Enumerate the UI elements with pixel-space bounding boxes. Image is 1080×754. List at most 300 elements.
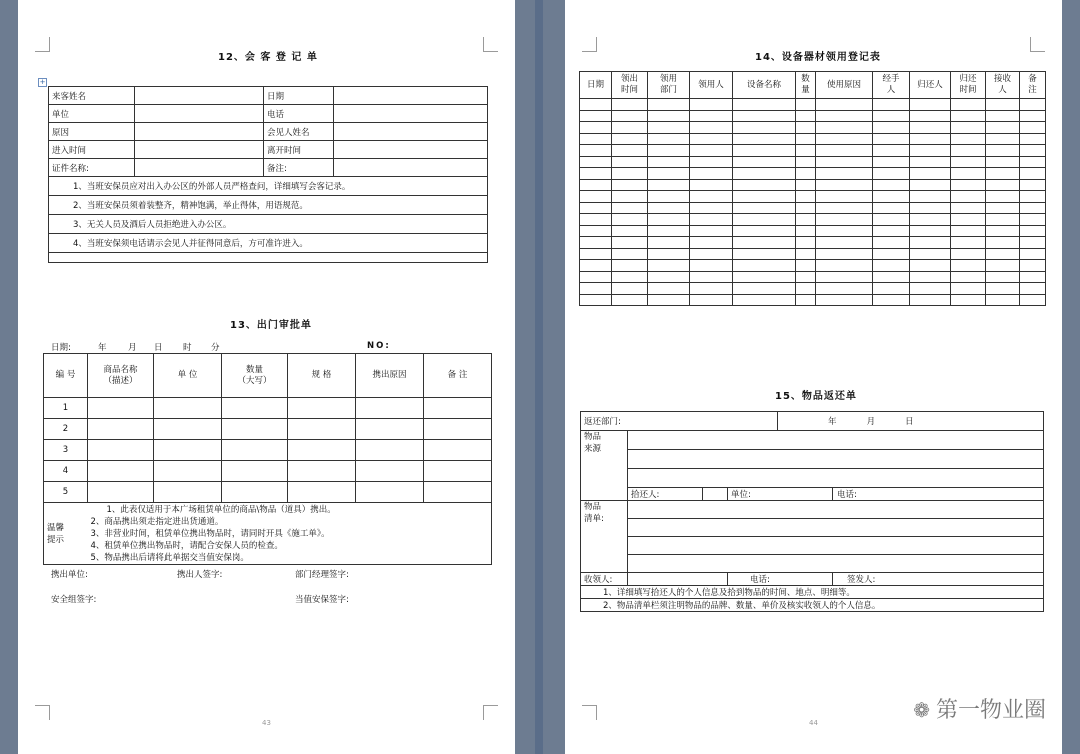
field-input[interactable] bbox=[580, 202, 612, 214]
field-input[interactable] bbox=[690, 179, 733, 191]
field-input[interactable] bbox=[986, 271, 1020, 283]
field-input[interactable] bbox=[1020, 225, 1046, 237]
field-input[interactable] bbox=[873, 122, 910, 134]
field-input[interactable] bbox=[135, 123, 264, 141]
field-input[interactable] bbox=[873, 168, 910, 180]
field-input[interactable] bbox=[356, 398, 424, 419]
field-input[interactable] bbox=[612, 191, 648, 203]
field-input[interactable] bbox=[796, 225, 816, 237]
field-input[interactable] bbox=[703, 488, 728, 501]
field-input[interactable] bbox=[222, 461, 288, 482]
field-input[interactable] bbox=[910, 294, 951, 306]
field-input[interactable] bbox=[873, 99, 910, 111]
field-input[interactable] bbox=[1020, 110, 1046, 122]
field-input[interactable] bbox=[910, 260, 951, 272]
exit-sign-carrier: 携出人签字: bbox=[177, 570, 223, 580]
field-input[interactable] bbox=[951, 133, 986, 145]
field-input[interactable] bbox=[628, 537, 1044, 555]
field-input[interactable] bbox=[986, 260, 1020, 272]
field-input[interactable] bbox=[986, 122, 1020, 134]
field-input[interactable] bbox=[288, 398, 356, 419]
field-input[interactable] bbox=[733, 237, 796, 249]
field-label: 原因 bbox=[49, 123, 135, 141]
field-input[interactable] bbox=[135, 159, 264, 177]
field-input[interactable] bbox=[648, 110, 690, 122]
field-input[interactable] bbox=[154, 419, 222, 440]
field-input[interactable] bbox=[910, 133, 951, 145]
field-input[interactable] bbox=[334, 87, 488, 105]
table-row bbox=[49, 253, 488, 263]
field-input[interactable] bbox=[873, 283, 910, 295]
field-input[interactable] bbox=[816, 179, 873, 191]
field-input[interactable] bbox=[612, 133, 648, 145]
field-input[interactable] bbox=[154, 398, 222, 419]
field-input[interactable] bbox=[910, 237, 951, 249]
field-input[interactable] bbox=[88, 398, 154, 419]
field-input[interactable] bbox=[733, 168, 796, 180]
field-input[interactable] bbox=[951, 248, 986, 260]
field-input[interactable] bbox=[951, 99, 986, 111]
field-input[interactable] bbox=[580, 179, 612, 191]
field-input[interactable] bbox=[628, 555, 1044, 573]
field-input[interactable] bbox=[873, 202, 910, 214]
field-input[interactable] bbox=[796, 237, 816, 249]
field-input[interactable] bbox=[1020, 133, 1046, 145]
field-input[interactable] bbox=[612, 260, 648, 272]
field-input[interactable] bbox=[424, 482, 492, 503]
field-input[interactable] bbox=[796, 294, 816, 306]
field-input[interactable] bbox=[986, 214, 1020, 226]
field-input[interactable] bbox=[873, 225, 910, 237]
field-input[interactable] bbox=[356, 461, 424, 482]
field-input[interactable] bbox=[951, 225, 986, 237]
field-input[interactable] bbox=[816, 271, 873, 283]
field-input[interactable] bbox=[690, 237, 733, 249]
field-input[interactable] bbox=[580, 225, 612, 237]
field-input[interactable] bbox=[580, 145, 612, 157]
table-row bbox=[580, 214, 1046, 226]
field-input[interactable] bbox=[690, 145, 733, 157]
note-text: 3、无关人员及酒后人员拒绝进入办公区。 bbox=[49, 215, 488, 234]
field-input[interactable] bbox=[648, 248, 690, 260]
exit-date-unit: 分 bbox=[211, 343, 220, 353]
page-number: 43 bbox=[262, 719, 271, 727]
field-input[interactable] bbox=[628, 450, 1044, 469]
field-input[interactable] bbox=[222, 482, 288, 503]
field-input[interactable] bbox=[733, 202, 796, 214]
field-input[interactable] bbox=[816, 225, 873, 237]
field-input[interactable] bbox=[816, 156, 873, 168]
field-input[interactable] bbox=[796, 156, 816, 168]
field-input[interactable] bbox=[910, 271, 951, 283]
field-label: 来客姓名 bbox=[49, 87, 135, 105]
field-input[interactable] bbox=[796, 260, 816, 272]
field-input[interactable] bbox=[612, 110, 648, 122]
crop-mark bbox=[582, 37, 597, 52]
field-input[interactable] bbox=[424, 398, 492, 419]
field-input[interactable] bbox=[612, 179, 648, 191]
field-input[interactable] bbox=[733, 99, 796, 111]
field-input[interactable] bbox=[910, 225, 951, 237]
field-input[interactable] bbox=[334, 105, 488, 123]
field-input[interactable] bbox=[873, 145, 910, 157]
field-input[interactable] bbox=[612, 122, 648, 134]
field-input[interactable] bbox=[796, 248, 816, 260]
field-input[interactable] bbox=[796, 168, 816, 180]
field-input[interactable] bbox=[628, 469, 1044, 488]
table-move-handle-icon[interactable]: + bbox=[39, 78, 46, 86]
field-input[interactable] bbox=[816, 202, 873, 214]
field-input[interactable] bbox=[690, 225, 733, 237]
field-input[interactable] bbox=[951, 202, 986, 214]
field-input[interactable] bbox=[1020, 237, 1046, 249]
field-input[interactable] bbox=[1020, 202, 1046, 214]
field-input[interactable] bbox=[1020, 214, 1046, 226]
field-input[interactable] bbox=[986, 202, 1020, 214]
exit-sign-security-group: 安全组签字: bbox=[51, 595, 97, 605]
field-input[interactable] bbox=[580, 110, 612, 122]
field-input[interactable] bbox=[648, 214, 690, 226]
field-input[interactable] bbox=[796, 99, 816, 111]
field-input[interactable] bbox=[910, 283, 951, 295]
field-input[interactable] bbox=[580, 271, 612, 283]
field-input[interactable] bbox=[951, 179, 986, 191]
field-input[interactable] bbox=[816, 294, 873, 306]
field-input[interactable] bbox=[873, 248, 910, 260]
field-input[interactable] bbox=[88, 440, 154, 461]
field-input[interactable] bbox=[222, 419, 288, 440]
field-input[interactable] bbox=[135, 87, 264, 105]
table-row bbox=[44, 440, 492, 461]
field-input[interactable] bbox=[816, 110, 873, 122]
field-input[interactable] bbox=[733, 283, 796, 295]
field-input[interactable] bbox=[733, 260, 796, 272]
field-input[interactable] bbox=[733, 110, 796, 122]
date-unit: 月 bbox=[866, 417, 876, 427]
tip-list bbox=[88, 503, 492, 565]
field-input[interactable] bbox=[733, 294, 796, 306]
page-44 bbox=[565, 0, 1062, 754]
field-input[interactable] bbox=[1020, 248, 1046, 260]
field-input[interactable] bbox=[288, 482, 356, 503]
field-input[interactable] bbox=[986, 248, 1020, 260]
field-input[interactable] bbox=[690, 283, 733, 295]
watermark bbox=[913, 693, 1046, 724]
field-input[interactable] bbox=[951, 156, 986, 168]
field-input[interactable] bbox=[796, 110, 816, 122]
field-input[interactable] bbox=[154, 482, 222, 503]
field-input[interactable] bbox=[580, 156, 612, 168]
field-input[interactable] bbox=[951, 110, 986, 122]
field-input[interactable] bbox=[690, 294, 733, 306]
field-input[interactable] bbox=[816, 191, 873, 203]
field-input[interactable] bbox=[796, 191, 816, 203]
field-input[interactable] bbox=[986, 225, 1020, 237]
exit-table bbox=[43, 353, 492, 565]
field-input[interactable] bbox=[580, 260, 612, 272]
field-input[interactable] bbox=[796, 145, 816, 157]
field-input[interactable] bbox=[951, 283, 986, 295]
field-input[interactable] bbox=[951, 260, 986, 272]
field-input[interactable] bbox=[356, 419, 424, 440]
field-input[interactable] bbox=[796, 202, 816, 214]
field-input[interactable] bbox=[135, 141, 264, 159]
field-input[interactable] bbox=[986, 283, 1020, 295]
field-input[interactable] bbox=[288, 461, 356, 482]
field-input[interactable] bbox=[910, 248, 951, 260]
field-input[interactable] bbox=[612, 145, 648, 157]
field-input[interactable] bbox=[910, 179, 951, 191]
field-input[interactable] bbox=[873, 260, 910, 272]
field-input[interactable] bbox=[88, 482, 154, 503]
field-input[interactable] bbox=[648, 156, 690, 168]
field-input[interactable] bbox=[612, 248, 648, 260]
field-input[interactable] bbox=[1020, 294, 1046, 306]
field-input[interactable] bbox=[628, 573, 728, 586]
field-label: 电话 bbox=[264, 105, 334, 123]
field-input[interactable] bbox=[733, 133, 796, 145]
field-input[interactable] bbox=[986, 110, 1020, 122]
field-input[interactable] bbox=[816, 133, 873, 145]
field-input[interactable] bbox=[910, 168, 951, 180]
field-input[interactable] bbox=[951, 168, 986, 180]
field-input[interactable] bbox=[628, 431, 1044, 450]
field-input[interactable] bbox=[873, 237, 910, 249]
field-input[interactable] bbox=[951, 271, 986, 283]
field-input[interactable] bbox=[135, 105, 264, 123]
field-input[interactable] bbox=[986, 156, 1020, 168]
table-row bbox=[44, 461, 492, 482]
field-input[interactable] bbox=[648, 179, 690, 191]
field-input[interactable] bbox=[648, 260, 690, 272]
field-input[interactable] bbox=[733, 271, 796, 283]
field-input[interactable] bbox=[580, 248, 612, 260]
field-input[interactable] bbox=[733, 191, 796, 203]
field-input[interactable] bbox=[356, 440, 424, 461]
field-input[interactable] bbox=[648, 283, 690, 295]
field-input[interactable] bbox=[612, 202, 648, 214]
field-input[interactable] bbox=[733, 179, 796, 191]
exit-date-unit: 月 bbox=[128, 343, 137, 353]
return-form-title: 15、物品返还单 bbox=[775, 391, 857, 402]
field-input[interactable] bbox=[986, 237, 1020, 249]
field-input[interactable] bbox=[580, 237, 612, 249]
field-input[interactable] bbox=[222, 440, 288, 461]
field-input[interactable] bbox=[986, 133, 1020, 145]
field-input[interactable] bbox=[648, 133, 690, 145]
field-input[interactable] bbox=[796, 133, 816, 145]
field-input[interactable] bbox=[690, 99, 733, 111]
field-input[interactable] bbox=[951, 214, 986, 226]
field-input[interactable] bbox=[910, 214, 951, 226]
field-input[interactable] bbox=[796, 122, 816, 134]
crop-mark bbox=[35, 37, 50, 52]
field-input[interactable] bbox=[580, 214, 612, 226]
field-input[interactable] bbox=[612, 156, 648, 168]
field-input[interactable] bbox=[690, 122, 733, 134]
field-input[interactable] bbox=[816, 283, 873, 295]
field-input[interactable] bbox=[873, 133, 910, 145]
field-input[interactable] bbox=[612, 99, 648, 111]
field-input[interactable] bbox=[910, 156, 951, 168]
field-input[interactable] bbox=[986, 191, 1020, 203]
field-input[interactable] bbox=[690, 271, 733, 283]
field-input[interactable] bbox=[1020, 283, 1046, 295]
field-input[interactable] bbox=[648, 237, 690, 249]
field-input[interactable] bbox=[580, 99, 612, 111]
field-label: 会见人姓名 bbox=[264, 123, 334, 141]
field-input[interactable] bbox=[873, 179, 910, 191]
field-input[interactable] bbox=[612, 271, 648, 283]
field-input[interactable] bbox=[816, 99, 873, 111]
field-input[interactable] bbox=[612, 168, 648, 180]
field-input[interactable] bbox=[154, 440, 222, 461]
field-input[interactable] bbox=[816, 145, 873, 157]
field-input[interactable] bbox=[612, 294, 648, 306]
field-input[interactable] bbox=[1020, 191, 1046, 203]
field-input[interactable] bbox=[648, 271, 690, 283]
field-input[interactable] bbox=[1020, 260, 1046, 272]
field-input[interactable] bbox=[910, 191, 951, 203]
field-input[interactable] bbox=[628, 501, 1044, 519]
tip-item: 4、租赁单位携出物品时，请配合安保人员的检查。 bbox=[90, 541, 283, 551]
field-input[interactable] bbox=[580, 122, 612, 134]
field-input[interactable] bbox=[1020, 99, 1046, 111]
field-input[interactable] bbox=[951, 191, 986, 203]
field-input[interactable] bbox=[986, 145, 1020, 157]
field-input[interactable] bbox=[334, 123, 488, 141]
table-row bbox=[580, 156, 1046, 168]
field-input[interactable] bbox=[951, 122, 986, 134]
field-input[interactable] bbox=[910, 145, 951, 157]
field-input[interactable] bbox=[986, 294, 1020, 306]
field-input[interactable] bbox=[356, 482, 424, 503]
field-input[interactable] bbox=[648, 99, 690, 111]
field-input[interactable] bbox=[580, 283, 612, 295]
field-input[interactable] bbox=[1020, 271, 1046, 283]
field-input[interactable] bbox=[951, 237, 986, 249]
field-input[interactable] bbox=[951, 294, 986, 306]
table-row bbox=[44, 354, 492, 398]
field-input[interactable] bbox=[690, 248, 733, 260]
field-input[interactable] bbox=[690, 214, 733, 226]
field-input[interactable] bbox=[424, 461, 492, 482]
field-input[interactable] bbox=[910, 99, 951, 111]
field-input[interactable] bbox=[580, 168, 612, 180]
field-input[interactable] bbox=[648, 145, 690, 157]
field-input[interactable] bbox=[796, 283, 816, 295]
field-input[interactable] bbox=[288, 440, 356, 461]
field-input[interactable] bbox=[816, 168, 873, 180]
field-input[interactable] bbox=[88, 419, 154, 440]
field-input[interactable] bbox=[873, 214, 910, 226]
field-input[interactable] bbox=[951, 145, 986, 157]
field-input[interactable] bbox=[612, 283, 648, 295]
field-input[interactable] bbox=[733, 214, 796, 226]
field-input[interactable] bbox=[648, 202, 690, 214]
field-input[interactable] bbox=[910, 110, 951, 122]
table-row bbox=[580, 110, 1046, 122]
field-input[interactable] bbox=[628, 519, 1044, 537]
field-input[interactable] bbox=[288, 419, 356, 440]
field-input[interactable] bbox=[690, 202, 733, 214]
field-input[interactable] bbox=[733, 145, 796, 157]
field-input[interactable] bbox=[580, 133, 612, 145]
field-input[interactable] bbox=[648, 225, 690, 237]
field-input[interactable] bbox=[1020, 179, 1046, 191]
field-input[interactable] bbox=[986, 179, 1020, 191]
field-input[interactable] bbox=[733, 122, 796, 134]
field-input[interactable] bbox=[648, 168, 690, 180]
field-input[interactable] bbox=[873, 294, 910, 306]
field-input[interactable] bbox=[1020, 168, 1046, 180]
field-input[interactable] bbox=[1020, 122, 1046, 134]
field-input[interactable] bbox=[648, 122, 690, 134]
field-input[interactable] bbox=[334, 141, 488, 159]
field-input[interactable] bbox=[690, 156, 733, 168]
field-input[interactable] bbox=[796, 214, 816, 226]
field-input[interactable] bbox=[733, 225, 796, 237]
field-input[interactable] bbox=[816, 248, 873, 260]
field-input[interactable] bbox=[910, 202, 951, 214]
field-input[interactable] bbox=[612, 225, 648, 237]
field-input[interactable] bbox=[816, 237, 873, 249]
table-row bbox=[581, 450, 1044, 469]
field-input[interactable] bbox=[690, 133, 733, 145]
field-input[interactable] bbox=[580, 294, 612, 306]
field-input[interactable] bbox=[733, 248, 796, 260]
field-input[interactable] bbox=[424, 419, 492, 440]
field-input[interactable] bbox=[690, 110, 733, 122]
field-input[interactable] bbox=[612, 214, 648, 226]
field-input[interactable] bbox=[88, 461, 154, 482]
column-header: 规 格 bbox=[288, 354, 356, 398]
issuer-label: 签发人: bbox=[833, 573, 1044, 586]
field-input[interactable] bbox=[873, 156, 910, 168]
field-input[interactable] bbox=[690, 168, 733, 180]
field-input[interactable] bbox=[222, 398, 288, 419]
field-input[interactable] bbox=[873, 110, 910, 122]
field-input[interactable] bbox=[816, 122, 873, 134]
tip-item: 5、物品携出后请将此单据交当值安保岗。 bbox=[90, 553, 249, 563]
field-input[interactable] bbox=[986, 168, 1020, 180]
field-input[interactable] bbox=[648, 191, 690, 203]
field-input[interactable] bbox=[733, 156, 796, 168]
field-input[interactable] bbox=[910, 122, 951, 134]
field-input[interactable] bbox=[816, 260, 873, 272]
field-input[interactable] bbox=[424, 440, 492, 461]
field-input[interactable] bbox=[873, 271, 910, 283]
field-input[interactable] bbox=[690, 260, 733, 272]
field-input[interactable] bbox=[334, 159, 488, 177]
field-input[interactable] bbox=[612, 237, 648, 249]
field-input[interactable] bbox=[796, 179, 816, 191]
field-input[interactable] bbox=[580, 191, 612, 203]
return-dept-label: 返还部门: bbox=[581, 412, 778, 431]
field-input[interactable] bbox=[796, 271, 816, 283]
field-input[interactable] bbox=[690, 191, 733, 203]
field-input[interactable] bbox=[1020, 145, 1046, 157]
field-input[interactable] bbox=[648, 294, 690, 306]
field-input[interactable] bbox=[873, 191, 910, 203]
field-input[interactable] bbox=[1020, 156, 1046, 168]
exit-sign-carrier-unit: 携出单位: bbox=[51, 570, 88, 580]
table-row bbox=[580, 283, 1046, 295]
field-input[interactable] bbox=[816, 214, 873, 226]
field-input[interactable] bbox=[154, 461, 222, 482]
table-row bbox=[581, 488, 1044, 501]
field-input[interactable] bbox=[986, 99, 1020, 111]
